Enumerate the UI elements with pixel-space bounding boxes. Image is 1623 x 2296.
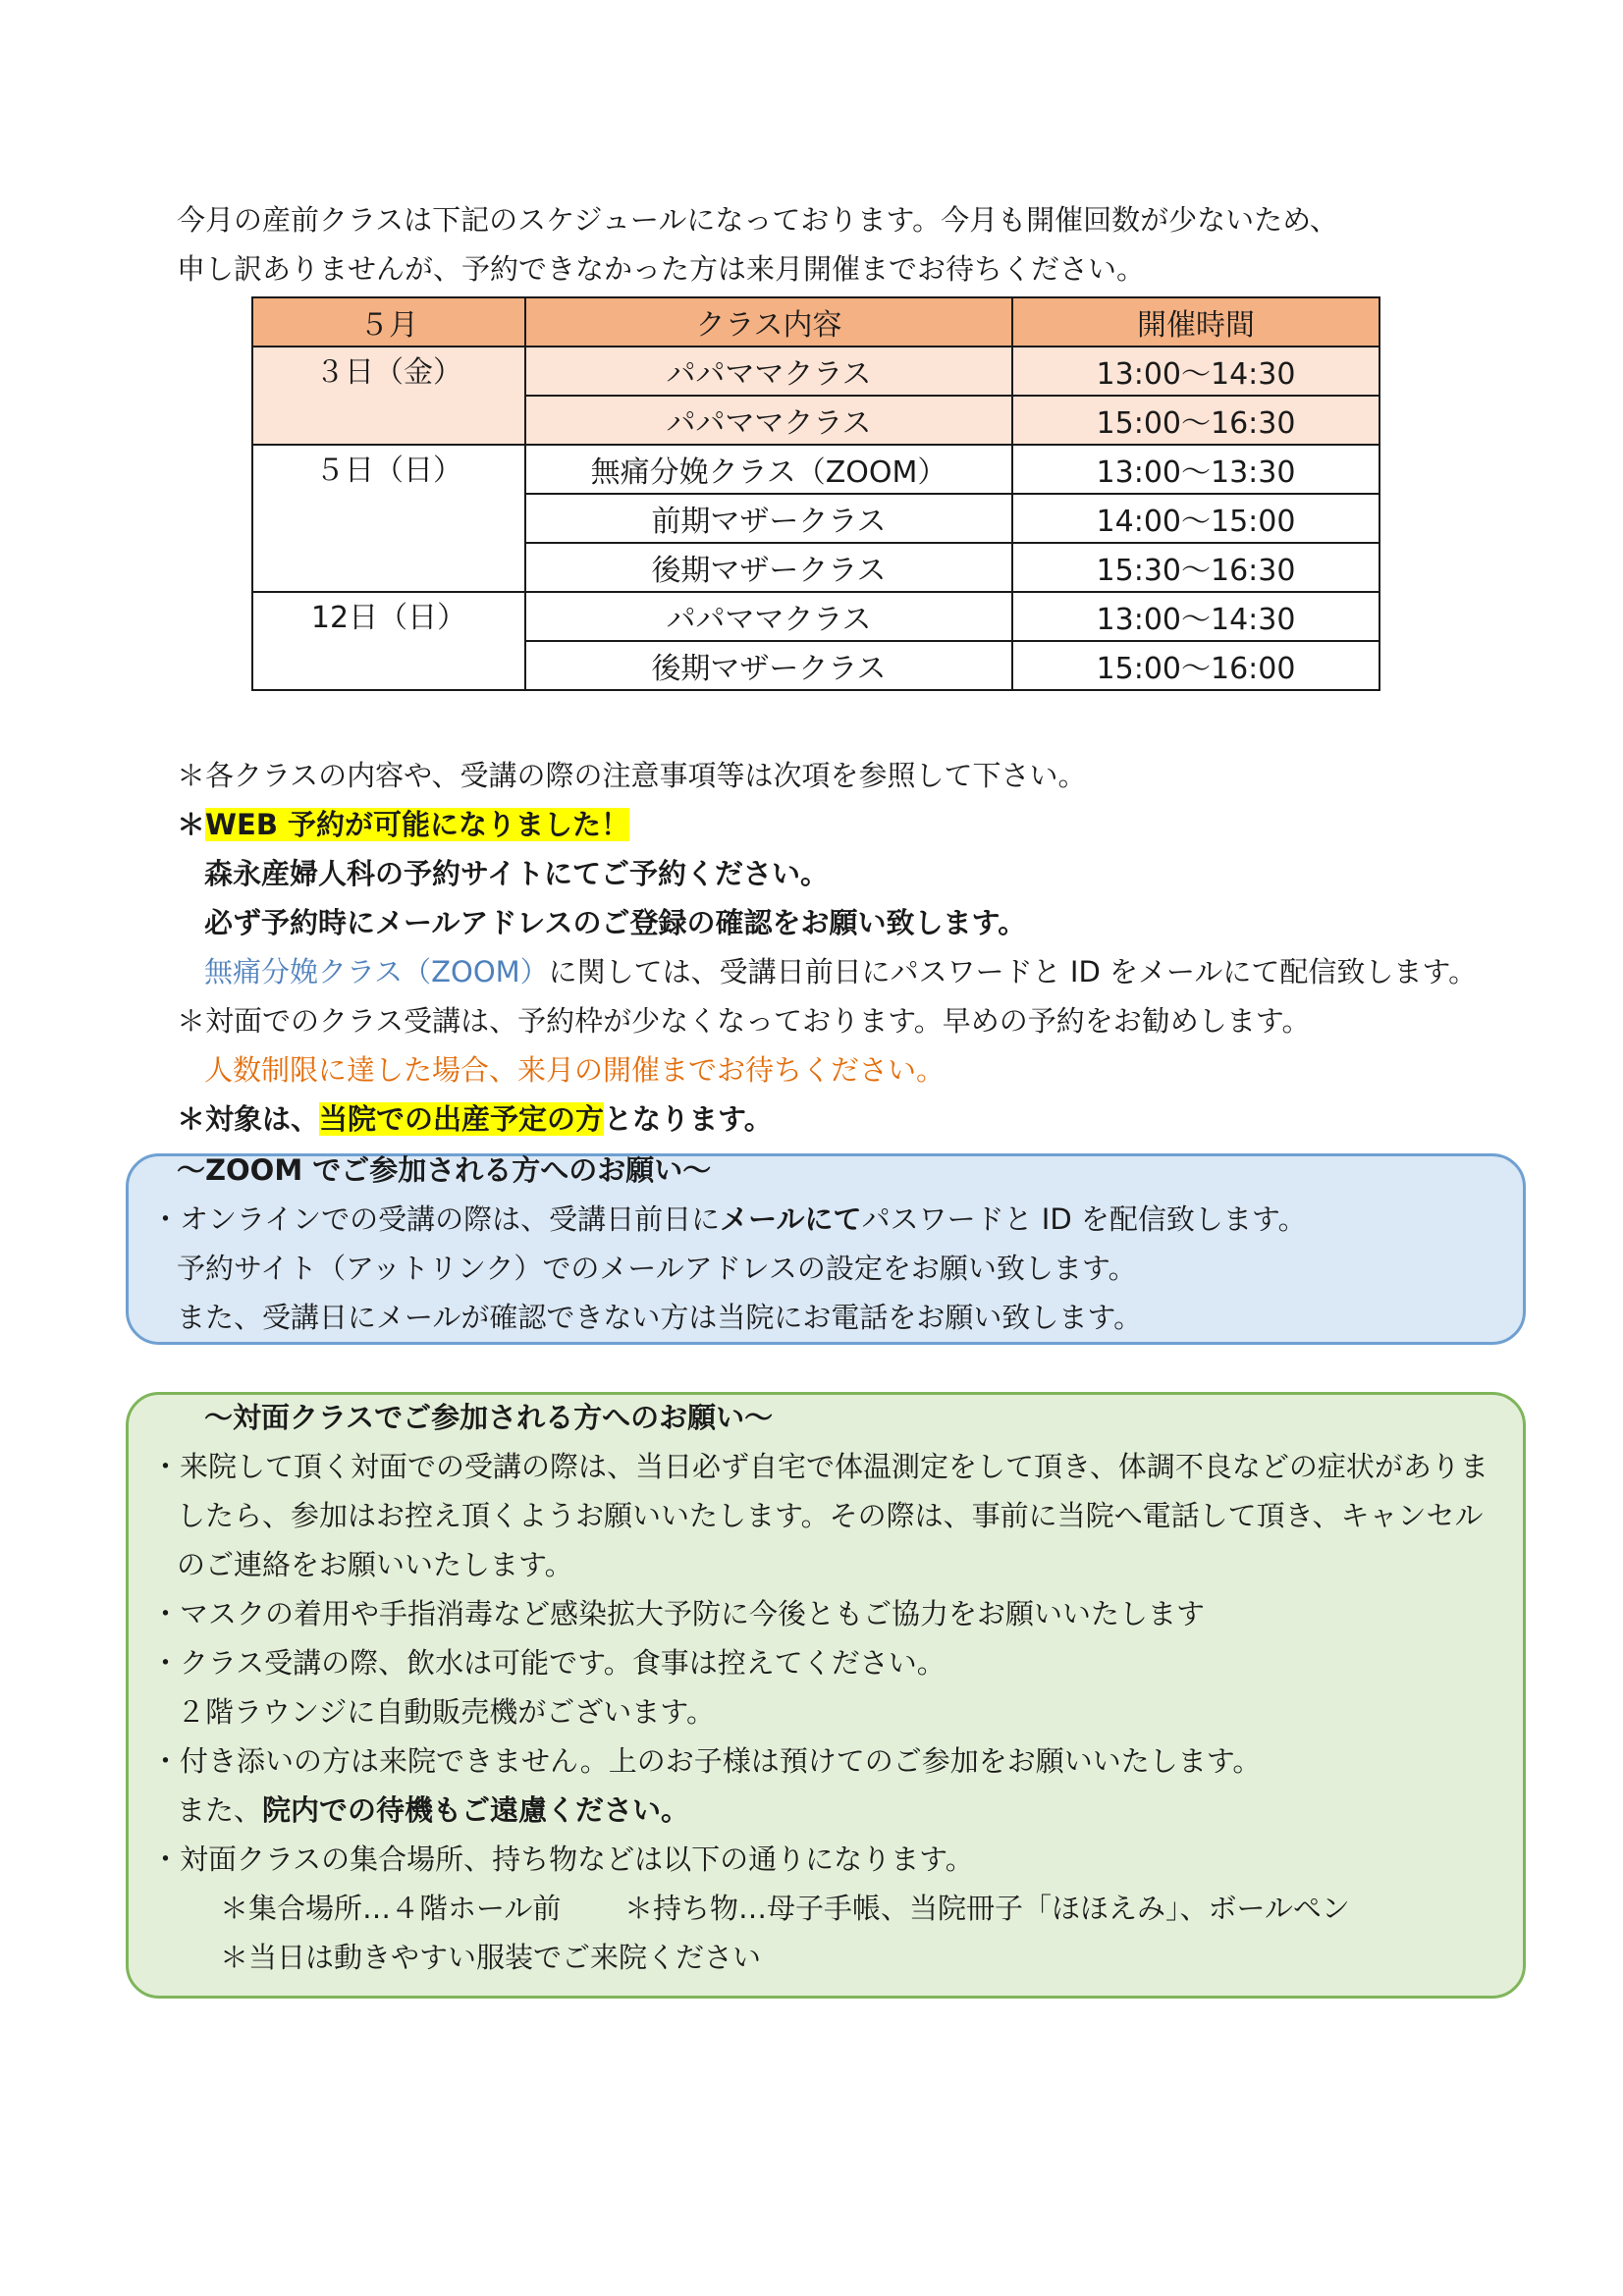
class-cell: パパママクラス: [525, 396, 1012, 445]
note-booking-site: 森永産婦人科の予約サイトにてご予約ください。: [204, 857, 829, 890]
zoom-box-line-2: 予約サイト（アットリンク）でのメールアドレスの設定をお願い致します。: [177, 1252, 1137, 1285]
zoom-box-line-1: [151, 1200, 1307, 1239]
class-cell: 無痛分娩クラス（ZOOM）: [525, 445, 1012, 494]
time-cell: 13:00～14:30: [1012, 592, 1380, 641]
time-cell: 15:00～16:00: [1012, 641, 1380, 690]
in-person-line-7: ・付き添いの方は来院できません。上のお子様は預けてのご参加をお願いいたします。: [151, 1744, 1262, 1778]
in-person-line-9: ・対面クラスの集合場所、持ち物などは以下の通りになります。: [151, 1842, 974, 1876]
day-cell: ３日（金）: [252, 347, 525, 445]
class-cell: 後期マザークラス: [525, 543, 1012, 592]
zoom-password-text: に関しては、受講日前日にパスワードと ID をメールにて配信致します。: [548, 955, 1478, 988]
note-web-booking: [177, 805, 629, 844]
header-month: ５月: [252, 297, 525, 347]
note-limited-slots: ＊対面でのクラス受講は、予約枠が少なくなっております。早めの予約をお勧めします。: [177, 1004, 1311, 1038]
header-class: クラス内容: [525, 297, 1012, 347]
table-row: [252, 592, 1380, 641]
intro-line-1: 今月の産前クラスは下記のスケジュールになっております。今月も開催回数が少ないため、: [177, 203, 1338, 237]
target-suffix: となります。: [604, 1102, 773, 1136]
in-person-line-5: ・クラス受講の際、飲水は可能です。食事は控えてください。: [151, 1646, 946, 1680]
table-row: [252, 347, 1380, 396]
in-person-line-1: ・来院して頂く対面での受講の際は、当日必ず自宅で体温測定をして頂き、体調不良などの症状がありま: [151, 1450, 1488, 1483]
time-cell: 13:00～13:30: [1012, 445, 1380, 494]
in-person-line-8: [177, 1790, 689, 1830]
class-cell: パパママクラス: [525, 592, 1012, 641]
class-cell: 前期マザークラス: [525, 494, 1012, 543]
zoom-box-title: ～ZOOM でご参加される方へのお願い～: [177, 1153, 712, 1187]
meeting-place: ＊集合場所…４階ホール前: [220, 1892, 562, 1925]
note-zoom-password: [204, 952, 1477, 991]
time-cell: 13:00～14:30: [1012, 347, 1380, 396]
table-row: [252, 445, 1380, 494]
wait-bold: 院内での待機もご遠慮ください。: [262, 1793, 690, 1827]
zoom-box-line-3: また、受講日にメールが確認できない方は当院にお電話をお願い致します。: [177, 1301, 1143, 1334]
schedule-table: [251, 296, 1380, 691]
zoom-line-text-a: ・オンラインでの受講の際は、受講日前日に: [151, 1202, 721, 1236]
target-highlight: 当院での出産予定の方: [319, 1102, 605, 1136]
note-prefix: ＊: [177, 808, 206, 841]
in-person-line-2: したら、参加はお控え頂くようお願いいたします。その際は、事前に当院へ電話して頂き、キャンセル: [177, 1499, 1484, 1532]
note-email-check: 必ず予約時にメールアドレスのご登録の確認をお願い致します。: [204, 906, 1027, 939]
zoom-line-bold: メールにて: [720, 1202, 862, 1236]
target-prefix: ＊対象は、: [177, 1102, 320, 1136]
in-person-box-title: ～対面クラスでご参加される方へのお願い～: [204, 1401, 774, 1434]
day-cell: 12日（日）: [252, 592, 525, 690]
wait-prefix: また、: [177, 1793, 263, 1827]
time-cell: 15:00～16:30: [1012, 396, 1380, 445]
note-target: [177, 1099, 773, 1139]
note-reference: ＊各クラスの内容や、受講の際の注意事項等は次項を参照して下さい。: [177, 759, 1087, 792]
class-cell: 後期マザークラス: [525, 641, 1012, 690]
note-capacity-limit: 人数制限に達した場合、来月の開催までお待ちください。: [204, 1053, 946, 1087]
class-cell: パパママクラス: [525, 347, 1012, 396]
belongings: ＊持ち物…母子手帳、当院冊子「ほほえみ」、ボールペン: [624, 1892, 1350, 1925]
zoom-line-text-b: パスワードと ID を配信致します。: [861, 1202, 1307, 1236]
clothing-note: ＊当日は動きやすい服装でご来院ください: [220, 1941, 762, 1974]
day-cell: ５日（日）: [252, 445, 525, 592]
table-header-row: [252, 297, 1380, 347]
web-booking-highlight: WEB 予約が可能になりました！: [205, 808, 630, 841]
intro-line-2: 申し訳ありませんが、予約できなかった方は来月開催までお待ちください。: [177, 252, 1146, 286]
in-person-line-3: のご連絡をお願いいたします。: [177, 1548, 573, 1581]
time-cell: 15:30～16:30: [1012, 543, 1380, 592]
zoom-class-label: 無痛分娩クラス（ZOOM）: [204, 955, 549, 988]
header-time: 開催時間: [1012, 297, 1380, 347]
time-cell: 14:00～15:00: [1012, 494, 1380, 543]
in-person-line-6: ２階ラウンジに自動販売機がございます。: [177, 1695, 715, 1729]
in-person-line-4: ・マスクの着用や手指消毒など感染拡大予防に今後ともご協力をお願いいたします: [151, 1597, 1206, 1630]
